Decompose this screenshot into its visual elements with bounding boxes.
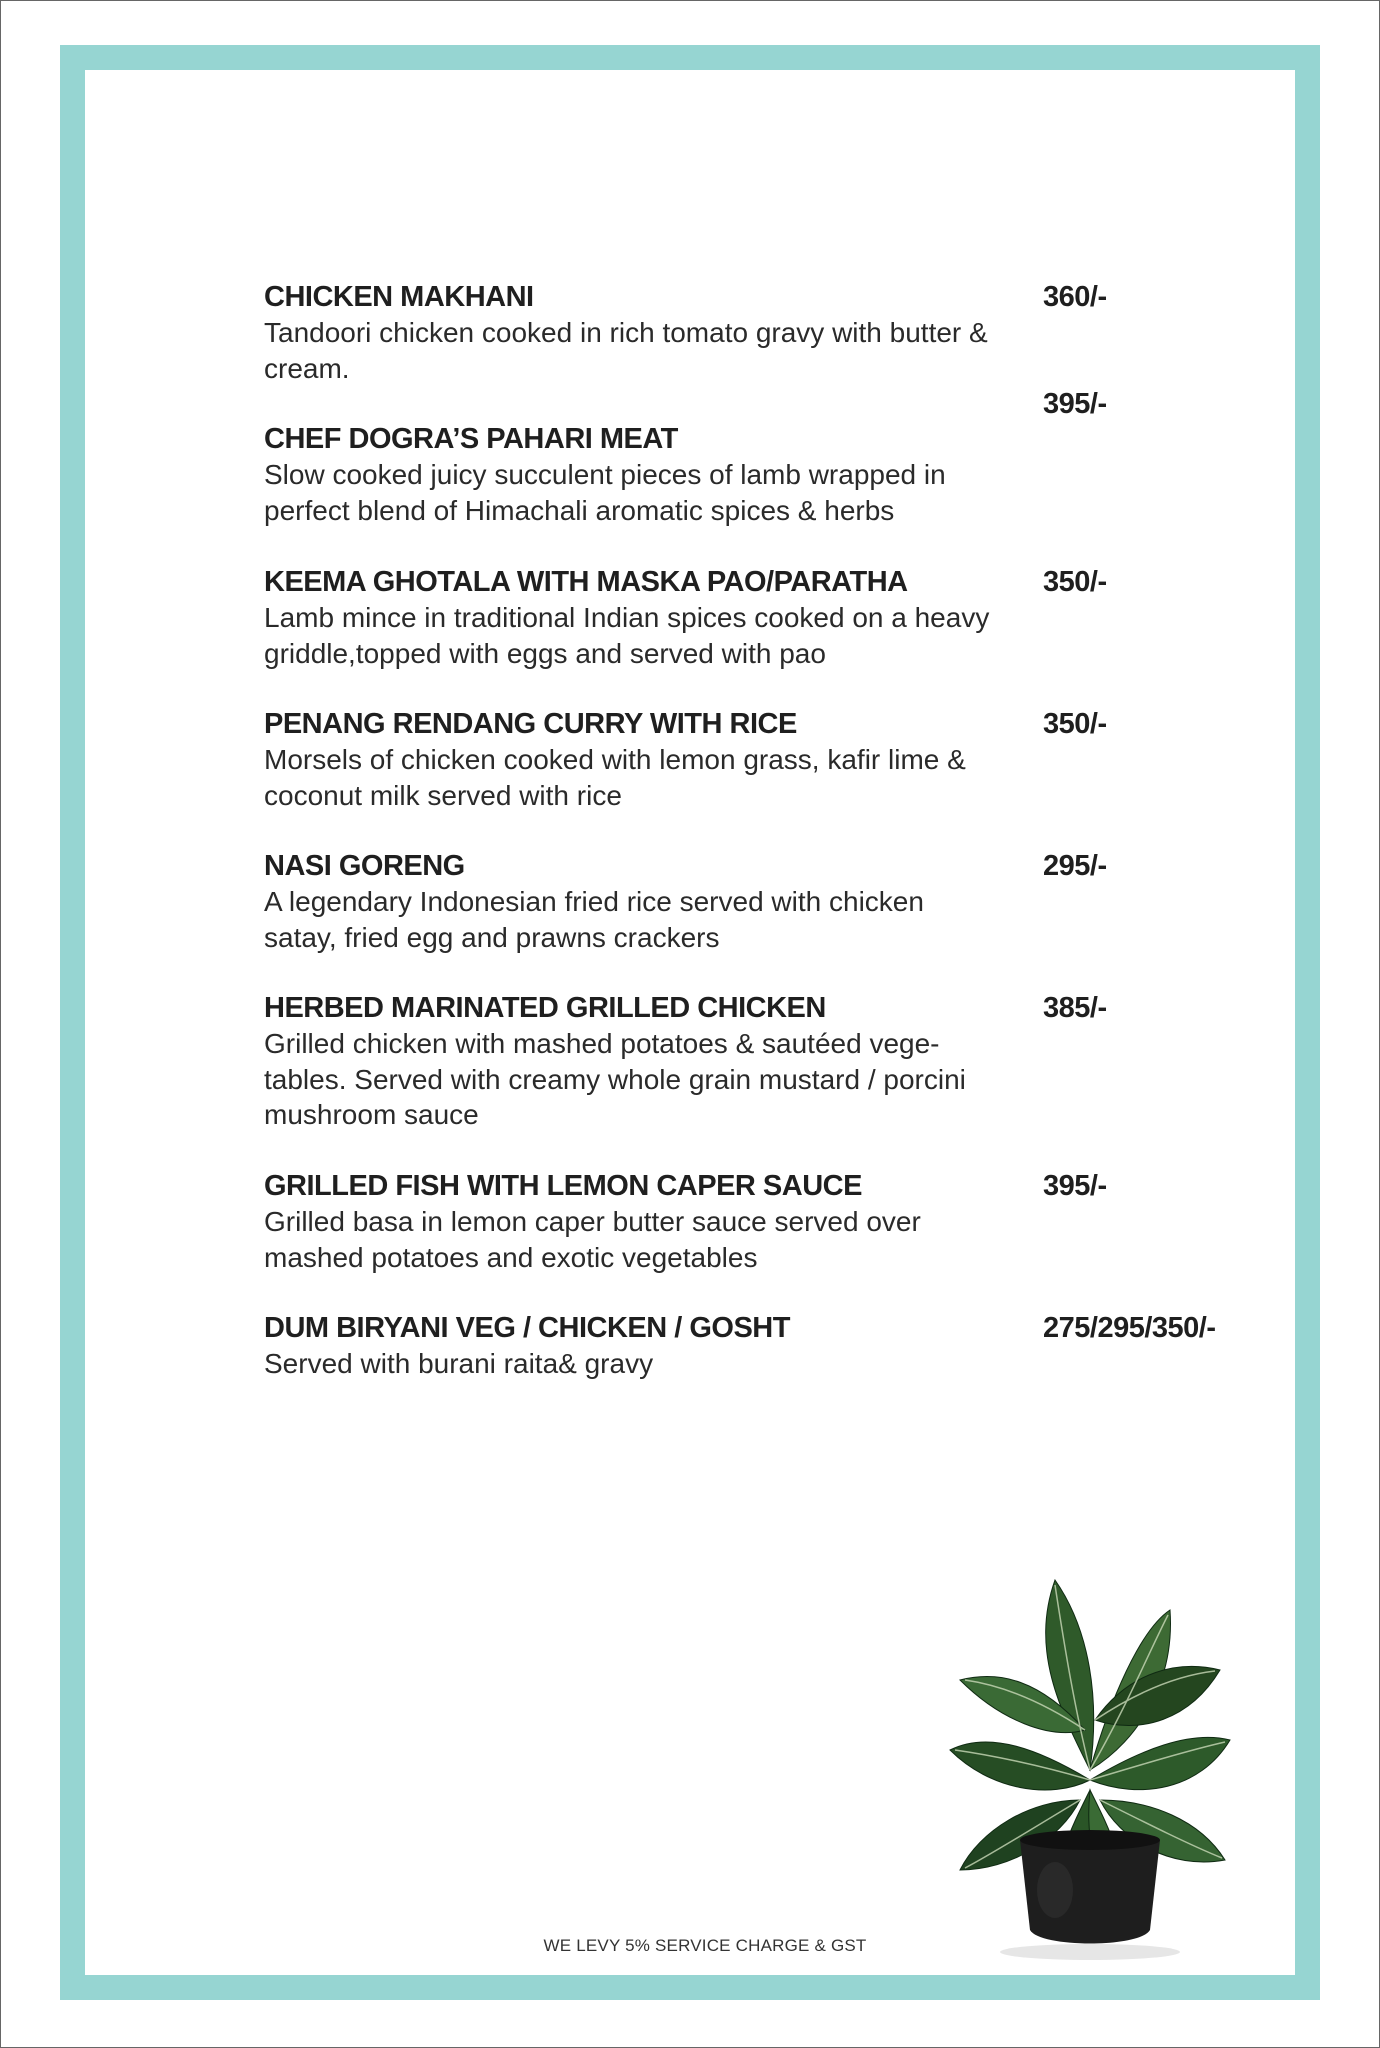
item-description: A legendary Indonesian fried rice served with chicken satay, fried egg and prawns crackers [264,886,924,953]
item-name: PENANG RENDANG CURRY WITH RICE [264,708,797,740]
item-name: KEEMA GHOTALA WITH MASKA PAO/PARATHA [264,566,908,598]
item-name: NASI GORENG [264,850,465,882]
item-name: CHEF DOGRA’S PAHARI MEAT [264,423,678,455]
item-description: Morsels of chicken cooked with lemon grass, kafir lime & coconut milk served with rice [264,744,966,811]
menu-item [264,422,1264,528]
item-price: 295/- [1043,850,1107,882]
item-description: Served with burani raita& gravy [264,1348,654,1379]
item-description: Tandoori chicken cooked in rich tomato gravy with butter & cream. [264,317,988,384]
menu-item [264,707,1264,813]
item-description: Grilled chicken with mashed potatoes & sautéed vege-tables. Served with creamy whole grain mustard / porcini mushroom sauce [264,1028,966,1130]
item-price: 350/- [1043,708,1107,740]
item-price: 385/- [1043,992,1107,1024]
menu-item [264,1169,1264,1275]
item-description: Lamb mince in traditional Indian spices cooked on a heavy griddle,topped with eggs and served with pao [264,602,990,669]
item-name: HERBED MARINATED GRILLED CHICKEN [264,992,826,1024]
item-name: GRILLED FISH WITH LEMON CAPER SAUCE [264,1170,862,1202]
service-charge-note: WE LEVY 5% SERVICE CHARGE & GST [543,1936,867,1955]
menu-item [264,849,1264,955]
item-price: 350/- [1043,566,1107,598]
item-description: Grilled basa in lemon caper butter sauce served over mashed potatoes and exotic vegetables [264,1206,921,1273]
item-price: 275/295/350/- [1043,1312,1216,1344]
item-name: DUM BIRYANI VEG / CHICKEN / GOSHT [264,1312,790,1344]
menu-item [264,565,1264,671]
item-description: Slow cooked juicy succulent pieces of lamb wrapped in perfect blend of Himachali aromatic spices & herbs [264,459,946,526]
item-price: 395/- [1043,1170,1107,1202]
menu-item [264,991,1264,1133]
menu-item [264,280,1264,386]
item-price: 360/- [1043,281,1107,313]
potted-plant-icon [940,1570,1240,1960]
item-name: CHICKEN MAKHANI [264,281,534,313]
item-price: 395/- [1043,388,1107,420]
